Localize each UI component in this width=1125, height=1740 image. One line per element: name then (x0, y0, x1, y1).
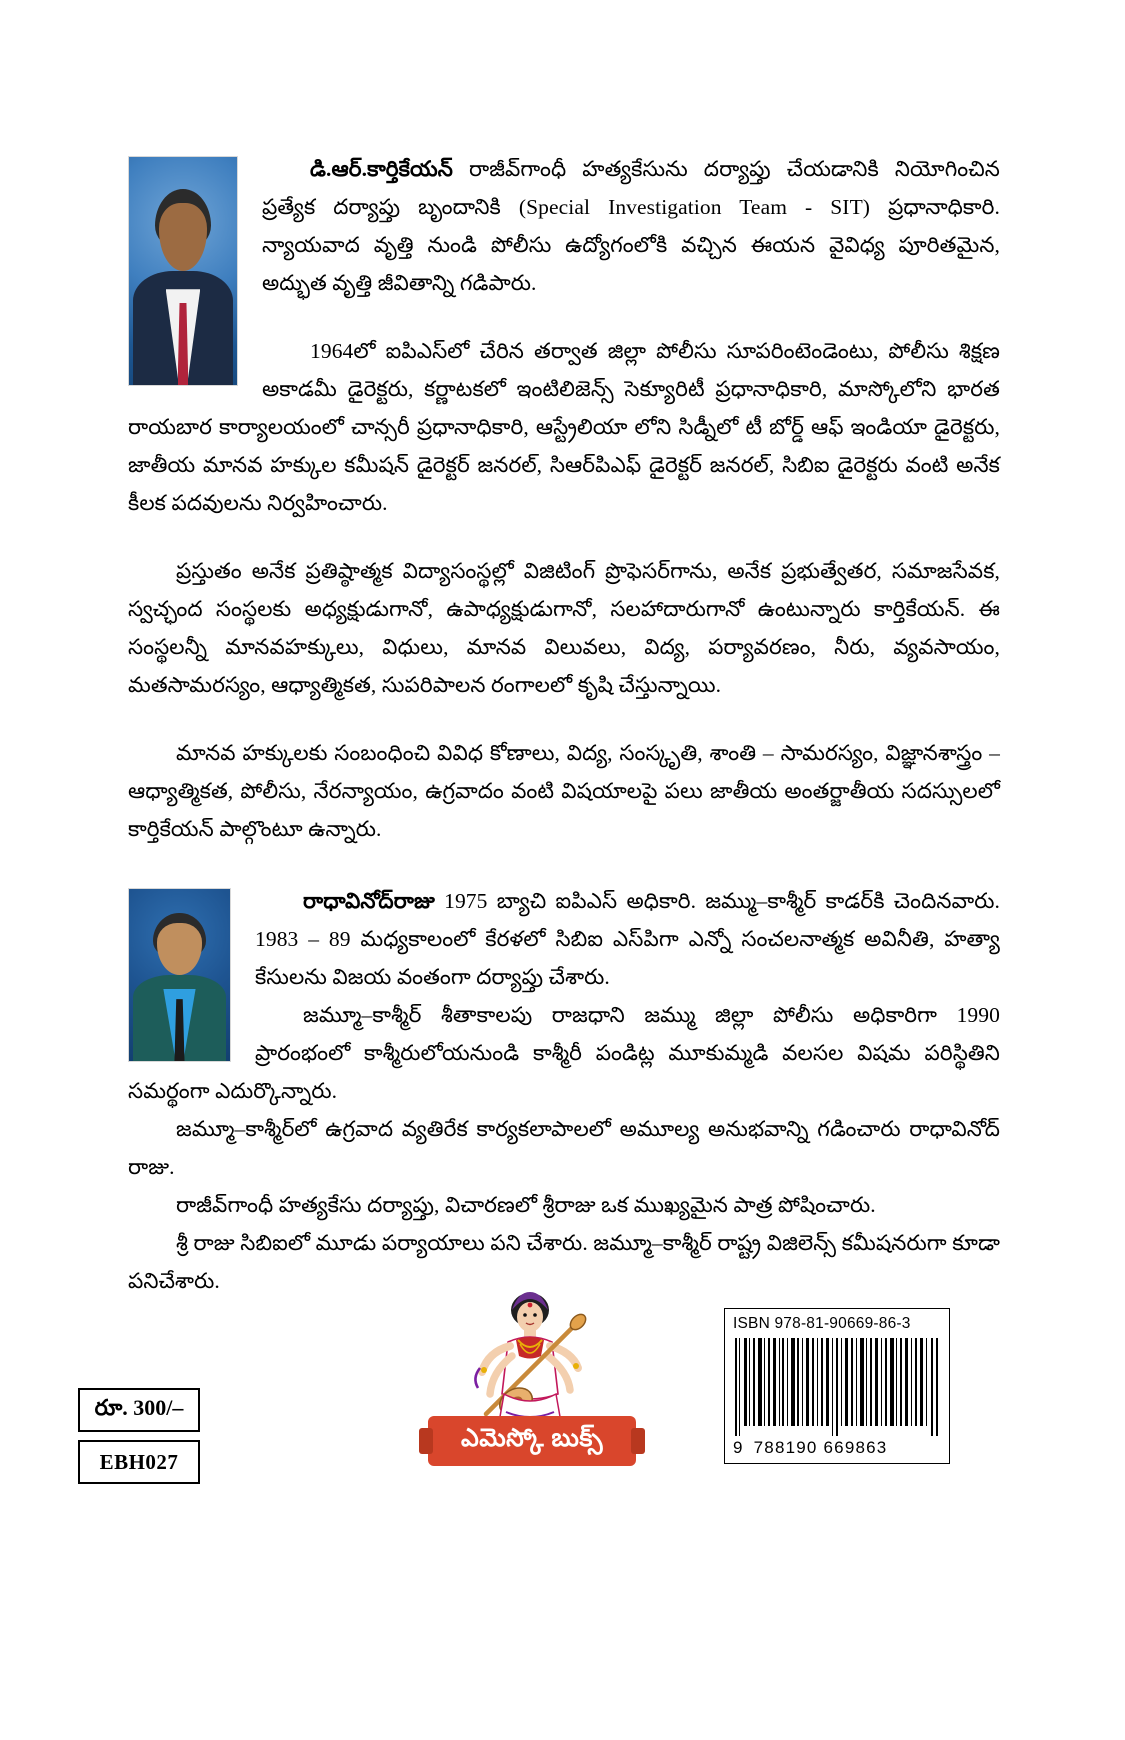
banner-right-cap (631, 1428, 645, 1454)
bio1-paragraph-3: ప్రస్తుతం అనేక ప్రతిష్ఠాత్మక విద్యాసంస్థల్లో విజిటింగ్ ప్రొఫెసర్‌గాను, అనేక ప్రభుత్వేతర, సమాజసేవక, స్వచ్ఛంద సంస్థలకు అధ్యక్షుడుగానో, ఉపాధ్యక్షుడుగానో, సలహాదారుగానో ఉంటున్నారు కార్తికేయన్. ఈ సంస్థలన్నీ మానవహక్కులు, విధులు, మానవ విలువలు, విద్య, పర్యావరణం, నీరు, వ్యవసాయం, మతసామరస్యం, ఆధ్యాత్మికత, సుపరిపాలన రంగాలలో కృషి చేస్తున్నాయి. (128, 559, 1000, 697)
author-2-name: రాధావినోద్‌రాజు (303, 889, 435, 913)
author-1-name: డి.ఆర్.కార్తికేయన్ (310, 157, 453, 181)
author-photo-radha-vinod-raju (128, 888, 231, 1062)
isbn-digit-prefix: 9 (733, 1438, 744, 1457)
bio1-paragraph-1-rest: రాజీవ్‌గాంధీ హత్యకేసును దర్యాప్తు చేయడానికి నియోగించిన ప్రత్యేక దర్యాప్తు బృందానికి (Special Investigation Team - SIT) ప్రధానాధికారి. న్యాయవాద వృత్తి నుండి పోలీసు ఉద్యోగంలోకి వచ్చిన ఈయన వైవిధ్య పూరితమైన, అద్భుత వృత్తి జీవితాన్ని గడిపారు. (262, 157, 1000, 295)
isbn-label: ISBN 978-81-90669-86-3 (733, 1315, 911, 1332)
bio1-paragraph-4: మానవ హక్కులకు సంబంధించి వివిధ కోణాలు, విద్య, సంస్కృతి, శాంతి – సామరస్యం, విజ్ఞానశాస్త్రం – ఆధ్యాత్మికత, పోలీసు, నేరన్యాయం, ఉగ్రవాదం వంటి విషయాలపై పలు జాతీయ అంతర్జాతీయ సదస్సులలో కార్తికేయన్ పాల్గొంటూ ఉన్నారు. (128, 741, 1000, 841)
book-code-label: EBH027 (99, 1449, 179, 1474)
price-box (78, 1388, 200, 1432)
banner-left-cap (419, 1428, 433, 1454)
bio1-paragraph-1 (128, 150, 1000, 302)
price-label: రూ. 300/– (94, 1394, 184, 1420)
bio2-paragraph-3: జమ్మూ–కాశ్మీర్‌లో ఉగ్రవాద వ్యతిరేక కార్యకలాపాలలో అమూల్య అనుభవాన్ని గడించారు రాధావినోద్ రాజు. (128, 1117, 1000, 1179)
bio2-paragraph-5: శ్రీ రాజు సిబిఐలో మూడు పర్యాయాలు పని చేశారు. జమ్మూ–కాశ్మీర్ రాష్ట్ర విజిలెన్స్ కమీషనరుగా కూడా పనిచేశారు. (128, 1231, 1000, 1293)
ean13-barcode (733, 1338, 941, 1436)
author-photo-d-r-karthikeyan (128, 156, 238, 386)
bio2-paragraph-2: జమ్మూ–కాశ్మీర్ శీతాకాలపు రాజధాని జమ్ము జిల్లా పోలీసు అధికారిగా 1990 ప్రారంభంలో కాశ్మీరులోయనుండి కాశ్మీరీ పండిట్ల మూకుమ్మడి వలసల విషమ పరిస్థితిని సమర్థంగా ఎదుర్కొన్నారు. (128, 1003, 1000, 1103)
isbn-digits (725, 1436, 949, 1463)
bio2-paragraph-1-rest: 1975 బ్యాచి ఐపిఎస్ అధికారి. జమ్ము–కాశ్మీర్ కాడర్‌కి చెందినవారు. 1983 – 89 మధ్యకాలంలో కేరళలో సిబిఐ ఎస్‌పిగా ఎన్నో సంచలనాత్మక అవినీతి, హత్యా కేసులను విజయ వంతంగా దర్యాప్తు చేశారు. (255, 889, 1000, 989)
bio1-paragraph-2: 1964లో ఐపిఎస్‌లో చేరిన తర్వాత జిల్లా పోలీసు సూపరింటెండెంటు, పోలీసు శిక్షణ అకాడమీ డైరెక్టరు, కర్ణాటకలో ఇంటిలిజెన్స్ సెక్యూరిటీ ప్రధానాధికారి, మాస్కోలోని భారత రాయబార కార్యాలయంలో చాన్సరీ ప్రధానాధికారి, ఆస్ట్రేలియా లోని సిడ్నీలో టీ బోర్డ్ ఆఫ్ ఇండియా డైరెక్టరు, జాతీయ మానవ హక్కుల కమీషన్ డైరెక్టర్ జనరల్, సిఆర్‌పిఎఫ్ డైరెక్టర్ జనరల్, సిబిఐ డైరెక్టరు వంటి అనేక కీలక పదవులను నిర్వహించారు. (128, 339, 1000, 515)
bio2-paragraph-1 (128, 882, 1000, 996)
isbn-barcode-block (724, 1308, 950, 1464)
section-spacer (128, 848, 1000, 882)
book-code-box (78, 1440, 200, 1484)
bio2-paragraph-4: రాజీవ్‌గాంధీ హత్యకేసు దర్యాప్తు, విచారణలో శ్రీరాజు ఒక ముఖ్యమైన పాత్ర పోషించారు. (176, 1193, 876, 1217)
publisher-name: ఎమెస్కో బుక్స్ (460, 1423, 604, 1452)
publisher-banner (428, 1416, 636, 1466)
isbn-digit-body: 788190 669863 (753, 1438, 888, 1457)
bio-content (128, 150, 1000, 1300)
